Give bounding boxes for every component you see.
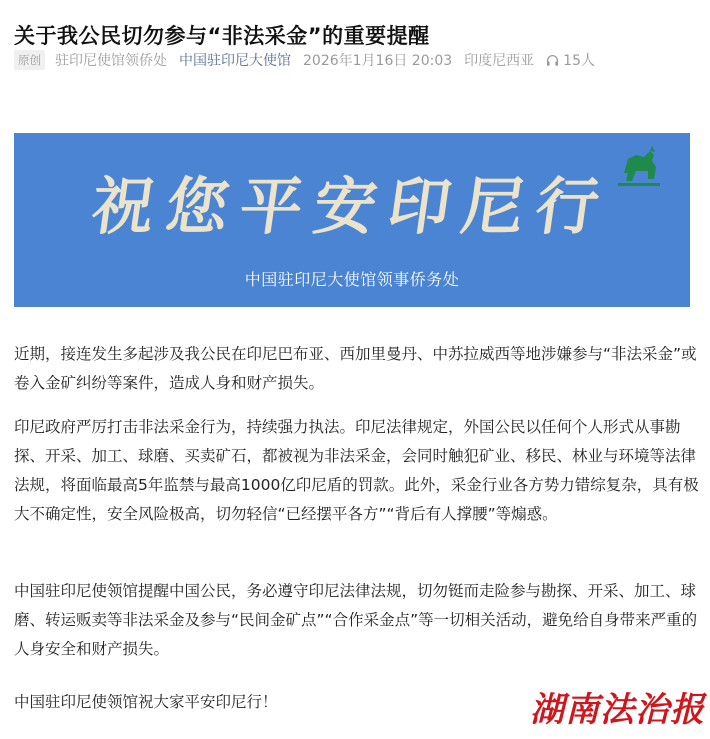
article-meta [14,50,595,70]
publish-location: 印度尼西亚 [464,53,535,69]
publish-datetime: 2026年1月16日 20:03 [303,53,453,69]
original-badge: 原创 [14,50,45,70]
banner-subtitle: 中国驻印尼大使馆领事侨务处 [244,270,460,289]
paragraph-1: 近期，接连发生多起涉及我公民在印尼巴布亚、西加里曼丹、中苏拉威西等地涉嫌参与“非法采金”或卷入金矿纠纷等案件，造成人身和财产损失。 [14,345,697,392]
paragraph-4: 中国驻印尼使领馆祝大家平安印尼行！ [14,693,278,711]
account-link[interactable]: 中国驻印尼大使馆 [179,53,291,69]
article-title: 关于我公民切勿参与“非法采金”的重要提醒 [14,24,430,49]
paragraph-2: 印尼政府严厉打击非法采金行为，持续强力执法。印尼法律规定，外国公民以任何个人形式从事勘探、开采、加工、球磨、买卖矿石，都被视为非法采金，会同时触犯矿业、移民、林业与环境等法律法规，将面临最高5年监禁与最高1000亿印尼盾的罚款。此外，采金行业各方势力错综复杂，具有极大不确定性，安全风险极高，切勿轻信“已经摆平各方”“背后有人撑腰”等煽惑。 [14,418,699,523]
banner-image [14,133,690,307]
banner-title: 祝您平安印尼行 [87,170,616,243]
watermark-logo: 湖南法治报 [530,690,705,730]
headphone-icon [546,54,559,67]
author-name: 驻印尼使馆领侨处 [55,53,167,69]
paragraph-3: 中国驻印尼使领馆提醒中国公民，务必遵守印尼法律法规，切勿铤而走险参与勘探、开采、加工、球磨、转运贩卖等非法采金及参与“民间金矿点”“合作采金点”等一切相关活动，避免给自身带来严重的人身安全和财产损失。 [14,582,698,658]
listen-count-label: 15人 [563,53,595,69]
listen-count[interactable] [546,50,595,70]
